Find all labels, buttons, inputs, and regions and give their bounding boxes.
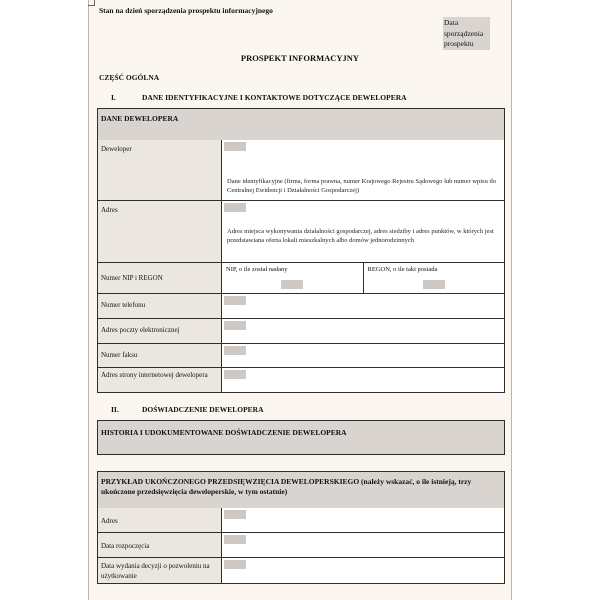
section-2-title: DOŚWIADCZENIE DEWELOPERA [142, 405, 264, 414]
label-developer: Deweloper [98, 140, 222, 200]
row-project-address [97, 508, 505, 533]
section-1-title: DANE IDENTYFIKACYJNE I KONTAKTOWE DOTYCZĄCE DEWELOPERA [142, 93, 407, 102]
developer-input-field[interactable] [224, 142, 246, 151]
hint-address: Adres miejsca wykonywania działalności gospodarczej, adres siedziby i adres punktów, w których jest przedstawiana oferta lokali mieszkalnych albo domów jednorodzinnych [227, 228, 494, 244]
history-section-box [97, 420, 505, 455]
section-1-heading [0, 93, 600, 105]
row-email [97, 319, 505, 344]
project-start-date-input-field[interactable] [224, 535, 246, 544]
row-address [97, 201, 505, 263]
value-address[interactable] [222, 201, 504, 262]
developer-data-table-header [97, 108, 505, 141]
section-1-number: I. [111, 93, 116, 102]
value-email[interactable] [222, 319, 504, 343]
address-input-field[interactable] [224, 203, 246, 212]
fax-input-field[interactable] [224, 346, 246, 355]
part-title: CZĘŚĆ OGÓLNA [99, 73, 160, 82]
value-project-permit-date[interactable] [222, 558, 504, 583]
value-phone[interactable] [222, 294, 504, 318]
row-nip-regon [97, 263, 505, 294]
email-input-field[interactable] [224, 321, 246, 330]
label-fax: Numer faksu [98, 344, 222, 367]
value-fax[interactable] [222, 344, 504, 367]
label-project-address: Adres [98, 508, 222, 532]
value-nip-regon [222, 263, 504, 293]
history-title: HISTORIA I UDOKUMENTOWANE DOŚWIADCZENIE DEWELOPERA [98, 421, 504, 443]
date-input-field[interactable]: Data sporządzenia prospektu [443, 17, 490, 50]
regon-caption: REGON, o ile taki posiada [367, 266, 438, 273]
row-project-permit-date [97, 558, 505, 584]
label-project-start-date: Data rozpoczęcia [98, 533, 222, 557]
project-address-input-field[interactable] [224, 510, 246, 519]
nip-cell[interactable] [222, 263, 363, 293]
example-project-title: PRZYKŁAD UKOŃCZONEGO PRZEDSIĘWZIĘCIA DEWELOPERSKIEGO (należy wskazać, o ile istnieją, trzy ukończone przedsięwzięcia deweloperskie, w tym ostatnie) [98, 472, 504, 509]
row-phone [97, 294, 505, 319]
document-title: PROSPEKT INFORMACYJNY [240, 53, 360, 63]
phone-input-field[interactable] [224, 296, 246, 305]
row-project-start-date [97, 533, 505, 558]
nip-input-field[interactable] [281, 280, 303, 289]
label-address: Adres [98, 201, 222, 262]
section-2-heading [0, 405, 600, 417]
hint-developer: Dane identyfikacyjne (firma, forma prawna, numer Krajowego Rejestru Sądowego lub numer wpisu do Centralnej Ewidencji i Działalności Gospodarczej) [227, 178, 496, 194]
value-website[interactable] [222, 368, 504, 392]
section-2-number: II. [111, 405, 119, 414]
example-project-table-header [97, 471, 505, 509]
developer-data-table-title: DANE DEWELOPERA [98, 109, 504, 141]
header-note: Stan na dzień sporządzenia prospektu informacyjnego [99, 6, 273, 15]
value-developer[interactable] [222, 140, 504, 200]
website-input-field[interactable] [224, 370, 246, 379]
row-developer [97, 140, 505, 201]
value-project-start-date[interactable] [222, 533, 504, 557]
label-project-permit-date: Data wydania decyzji o pozwoleniu na użytkowanie [98, 558, 222, 583]
project-permit-date-input-field[interactable] [224, 560, 246, 569]
page-corner-mark [88, 0, 95, 6]
row-fax [97, 344, 505, 368]
regon-cell[interactable] [363, 263, 505, 293]
row-website [97, 368, 505, 393]
label-website: Adres strony internetowej dewelopera [98, 368, 222, 392]
label-email: Adres poczty elektronicznej [98, 319, 222, 343]
nip-caption: NIP, o ile został nadany [226, 266, 288, 273]
regon-input-field[interactable] [423, 280, 445, 289]
label-phone: Numer telefonu [98, 294, 222, 318]
label-nip-regon: Numer NIP i REGON [98, 263, 222, 293]
value-project-address[interactable] [222, 508, 504, 532]
